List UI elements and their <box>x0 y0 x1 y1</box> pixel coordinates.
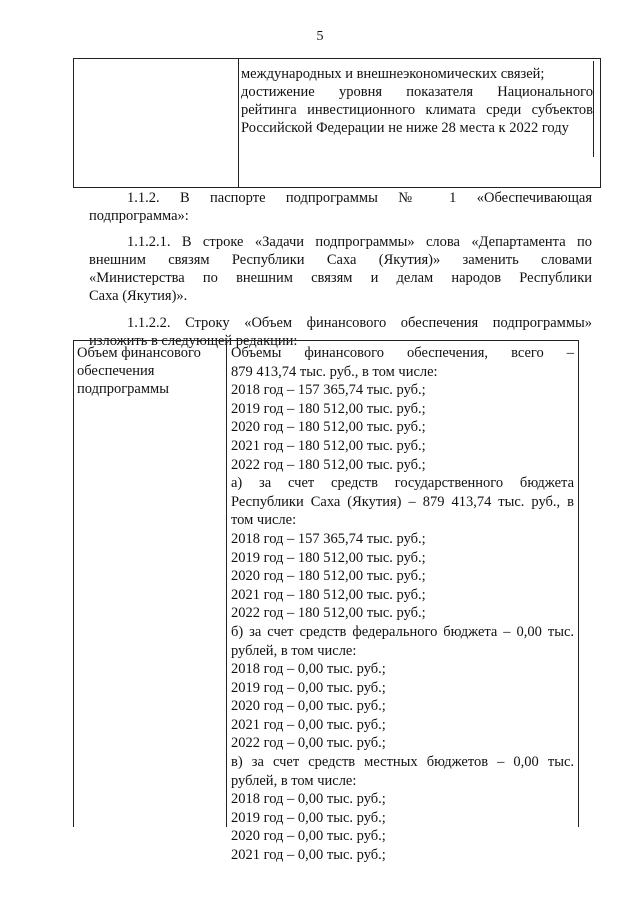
label-line: Объем финансового <box>77 345 201 361</box>
funding-line: 879 413,74 тыс. руб., в том числе: <box>231 363 438 380</box>
funding-line: 2019 год – 180 512,00 тыс. руб.; <box>231 400 426 417</box>
funding-line: 2020 год – 180 512,00 тыс. руб.; <box>231 419 426 436</box>
funding-line: 2018 год – 157 365,74 тыс. руб.; <box>231 382 426 399</box>
funding-line: 2021 год – 0,00 тыс. руб.; <box>231 847 386 864</box>
funding-line: 2020 год – 180 512,00 тыс. руб.; <box>231 568 426 585</box>
page-number: 5 <box>316 29 324 44</box>
funding-line: 2018 год – 0,00 тыс. руб.; <box>231 661 386 678</box>
table-line: достижение уровня показателя Национального <box>241 84 593 100</box>
funding-line: 2019 год – 180 512,00 тыс. руб.; <box>231 549 426 566</box>
funding-line: а) за счет средств государственного бюджета <box>231 475 574 492</box>
table-line: Российской Федерации не ниже 28 места к 2022 году <box>241 120 569 136</box>
funding-line: 2018 год – 157 365,74 тыс. руб.; <box>231 530 426 547</box>
funding-line: 2021 год – 180 512,00 тыс. руб.; <box>231 437 426 454</box>
table-line: международных и внешнеэкономических связей; <box>241 66 545 82</box>
funding-table <box>73 340 579 864</box>
continuation-table <box>73 58 601 188</box>
funding-line: 2022 год – 180 512,00 тыс. руб.; <box>231 456 426 473</box>
funding-line: 2020 год – 0,00 тыс. руб.; <box>231 698 386 715</box>
funding-line: рублей, в том числе: <box>231 642 357 659</box>
funding-line: 2022 год – 180 512,00 тыс. руб.; <box>231 605 426 622</box>
paragraph-1-1-2-1 <box>89 233 592 305</box>
funding-line: 2021 год – 0,00 тыс. руб.; <box>231 716 386 733</box>
funding-values-cell <box>231 344 574 865</box>
continuation-cell <box>241 65 593 137</box>
paragraph-line: подпрограмма»: <box>89 208 189 224</box>
paragraph-line: 1.1.2.1. В строке «Задачи подпрограммы» слова «Департамента по <box>127 234 592 250</box>
funding-line: 2022 год – 0,00 тыс. руб.; <box>231 735 386 752</box>
paragraph-line: Саха (Якутия)». <box>89 288 188 304</box>
table-line: рейтинга инвестиционного климата среди субъектов <box>241 102 593 118</box>
funding-line: б) за счет средств федерального бюджета – 0,00 тыс. <box>231 623 574 640</box>
funding-line: 2019 год – 0,00 тыс. руб.; <box>231 809 386 826</box>
paragraph-line: внешним связям Республики Саха (Якутия)» заменить словами <box>89 252 592 268</box>
label-line: обеспечения <box>77 363 155 379</box>
paragraph-line: изложить в следующей редакции: <box>89 333 298 349</box>
paragraph-line: «Министерства по внешним связям и делам народов Республики <box>89 270 592 286</box>
funding-line: Республики Саха (Якутия) – 879 413,74 тыс. руб., в <box>231 493 574 510</box>
paragraph-line: 1.1.2.2. Строку «Объем финансового обеспечения подпрограммы» <box>127 315 592 331</box>
funding-line: 2021 год – 180 512,00 тыс. руб.; <box>231 586 426 603</box>
table-column-divider <box>226 341 227 827</box>
label-line: подпрограммы <box>77 381 169 397</box>
funding-line: том числе: <box>231 512 297 529</box>
funding-line: 2019 год – 0,00 тыс. руб.; <box>231 679 386 696</box>
funding-line: Объемы финансового обеспечения, всего – <box>231 345 574 361</box>
funding-line: 2020 год – 0,00 тыс. руб.; <box>231 828 386 845</box>
paragraph-1-1-2 <box>89 189 592 225</box>
table-column-divider <box>238 59 239 187</box>
funding-line: рублей, в том числе: <box>231 772 357 789</box>
funding-label-cell <box>77 344 222 398</box>
paragraph-line: 1.1.2. В паспорте подпрограммы № 1 «Обеспечивающая <box>127 190 592 206</box>
table-inner-border <box>593 61 594 157</box>
funding-line: 2018 год – 0,00 тыс. руб.; <box>231 791 386 808</box>
funding-line: в) за счет средств местных бюджетов – 0,00 тыс. <box>231 754 574 771</box>
